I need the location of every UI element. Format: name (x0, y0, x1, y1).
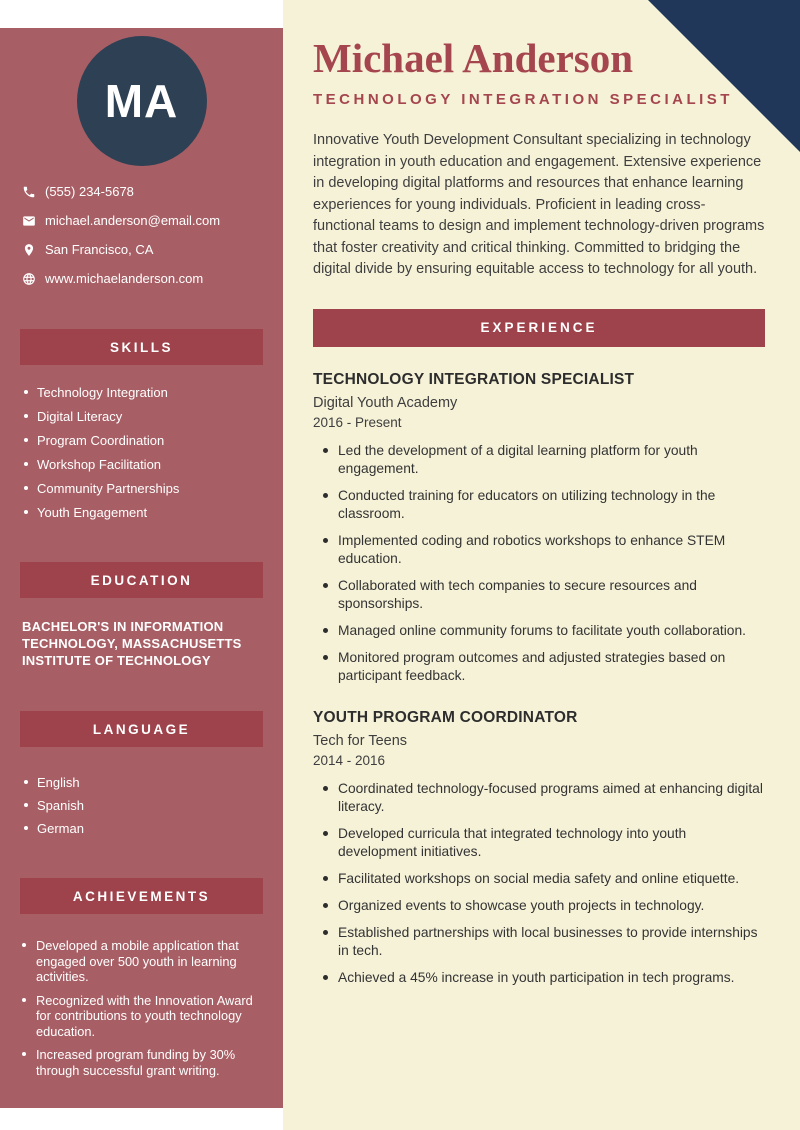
job-bullet (323, 897, 765, 915)
skill-item-label: Workshop Facilitation (37, 457, 162, 472)
achievements-header-label: ACHIEVEMENTS (72, 888, 211, 904)
job-bullet-list (313, 780, 765, 987)
achievement-item (22, 1047, 265, 1078)
avatar (77, 36, 207, 166)
job-bullet-text: Implemented coding and robotics workshops to enhance STEM education. (338, 532, 726, 566)
skills-header-label: SKILLS (109, 339, 173, 355)
language-item (24, 798, 267, 813)
job-bullet (323, 487, 765, 523)
contact-website (22, 271, 269, 287)
achievements-list (0, 938, 283, 1078)
skill-item (24, 433, 267, 448)
job-bullet-text: Achieved a 45% increase in youth participation in tech programs. (338, 969, 735, 985)
phone-icon (22, 185, 36, 199)
language-item-label: English (37, 775, 80, 790)
achievements-header (20, 878, 263, 914)
sidebar (0, 28, 283, 1108)
skill-item-label: Digital Literacy (37, 409, 123, 424)
language-item-label: German (37, 821, 84, 836)
job-bullet-list (313, 442, 765, 685)
contact-list (0, 184, 283, 287)
job-role: TECHNOLOGY INTEGRATION SPECIALIST (313, 370, 635, 388)
skill-item-label: Community Partnerships (37, 481, 180, 496)
contact-phone-text: (555) 234-5678 (45, 184, 134, 199)
job-dates: 2016 - Present (313, 414, 402, 430)
globe-icon (22, 272, 36, 286)
contact-location (22, 242, 269, 258)
title-subheading: TECHNOLOGY INTEGRATION SPECIALIST (313, 91, 733, 109)
skill-item-label: Program Coordination (37, 433, 165, 448)
language-list (0, 775, 283, 836)
job-bullet (323, 622, 765, 640)
skill-item (24, 457, 267, 472)
education-header-label: EDUCATION (90, 572, 193, 588)
job-bullet (323, 780, 765, 816)
skill-item (24, 505, 267, 520)
language-header-label: LANGUAGE (92, 721, 191, 737)
achievement-item-text: Increased program funding by 30% through successful grant writing. (36, 1047, 236, 1078)
job-bullet-text: Established partnerships with local businesses to provide internships in tech. (338, 924, 758, 958)
achievement-item-text: Recognized with the Innovation Award for contributions to youth technology education. (36, 992, 253, 1039)
job-bullet-text: Led the development of a digital learning platform for youth engagement. (338, 442, 698, 476)
summary-paragraph: Innovative Youth Development Consultant specializing in technology integration in youth education and engagement. Extensive experience in developing digital platforms and resources that enhance learning experiences for young individuals. Proficient in leading cross-functional teams to design and implement technology-driven programs that foster creativity and critical thinking. Committed to bridging the digital divide by ensuring equitable access to technology for all youth. (313, 132, 765, 278)
skills-header (20, 329, 263, 365)
education-text: BACHELOR'S IN INFORMATION TECHNOLOGY, MASSACHUSETTS INSTITUTE OF TECHNOLOGY (22, 619, 242, 668)
achievement-item (22, 993, 265, 1040)
main-column (283, 0, 800, 1130)
job-bullet (323, 969, 765, 987)
job-bullet (323, 442, 765, 478)
skills-list (0, 385, 283, 520)
job-bullet-text: Facilitated workshops on social media safety and online etiquette. (338, 870, 740, 886)
job-dates: 2014 - 2016 (313, 752, 386, 768)
skill-item (24, 385, 267, 400)
language-header (20, 711, 263, 747)
skill-item (24, 481, 267, 496)
job-bullet (323, 825, 765, 861)
avatar-initials: MA (104, 75, 179, 127)
job-bullet (323, 532, 765, 568)
job-bullet-text: Developed curricula that integrated technology into youth development initiatives. (338, 825, 687, 859)
job-company: Tech for Teens (313, 732, 408, 749)
location-icon (22, 243, 36, 257)
job-bullet-text: Collaborated with tech companies to secure resources and sponsorships. (338, 577, 697, 611)
language-item (24, 821, 267, 836)
job-bullet (323, 870, 765, 888)
job-bullet-text: Organized events to showcase youth projects in technology. (338, 897, 705, 913)
contact-phone (22, 184, 269, 200)
job-company: Digital Youth Academy (313, 394, 458, 411)
job-bullet (323, 924, 765, 960)
experience-header-label: EXPERIENCE (480, 320, 598, 336)
achievement-item-text: Developed a mobile application that engaged over 500 youth in learning activities. (36, 938, 239, 984)
skill-item-label: Youth Engagement (37, 505, 148, 520)
job-bullet (323, 577, 765, 613)
contact-email-text: michael.anderson@email.com (45, 213, 221, 228)
job-entry (313, 371, 765, 685)
contact-website-text: www.michaelanderson.com (45, 271, 204, 286)
job-bullet (323, 649, 765, 685)
job-entry (313, 709, 765, 987)
job-bullet-text: Monitored program outcomes and adjusted strategies based on participant feedback. (338, 649, 726, 683)
job-role: YOUTH PROGRAM COORDINATOR (313, 708, 578, 726)
skill-item (24, 409, 267, 424)
job-bullet-text: Coordinated technology-focused programs aimed at enhancing digital literacy. (338, 780, 763, 814)
skill-item-label: Technology Integration (37, 385, 168, 400)
job-bullet-text: Managed online community forums to facilitate youth collaboration. (338, 622, 746, 638)
job-bullet-text: Conducted training for educators on utilizing technology in the classroom. (338, 487, 716, 521)
achievement-item (22, 938, 265, 985)
email-icon (22, 214, 36, 228)
education-header (20, 562, 263, 598)
language-item (24, 775, 267, 790)
language-item-label: Spanish (37, 798, 84, 813)
name-heading: Michael Anderson (313, 35, 634, 81)
contact-location-text: San Francisco, CA (45, 242, 154, 257)
experience-header (313, 309, 765, 347)
contact-email (22, 213, 269, 229)
